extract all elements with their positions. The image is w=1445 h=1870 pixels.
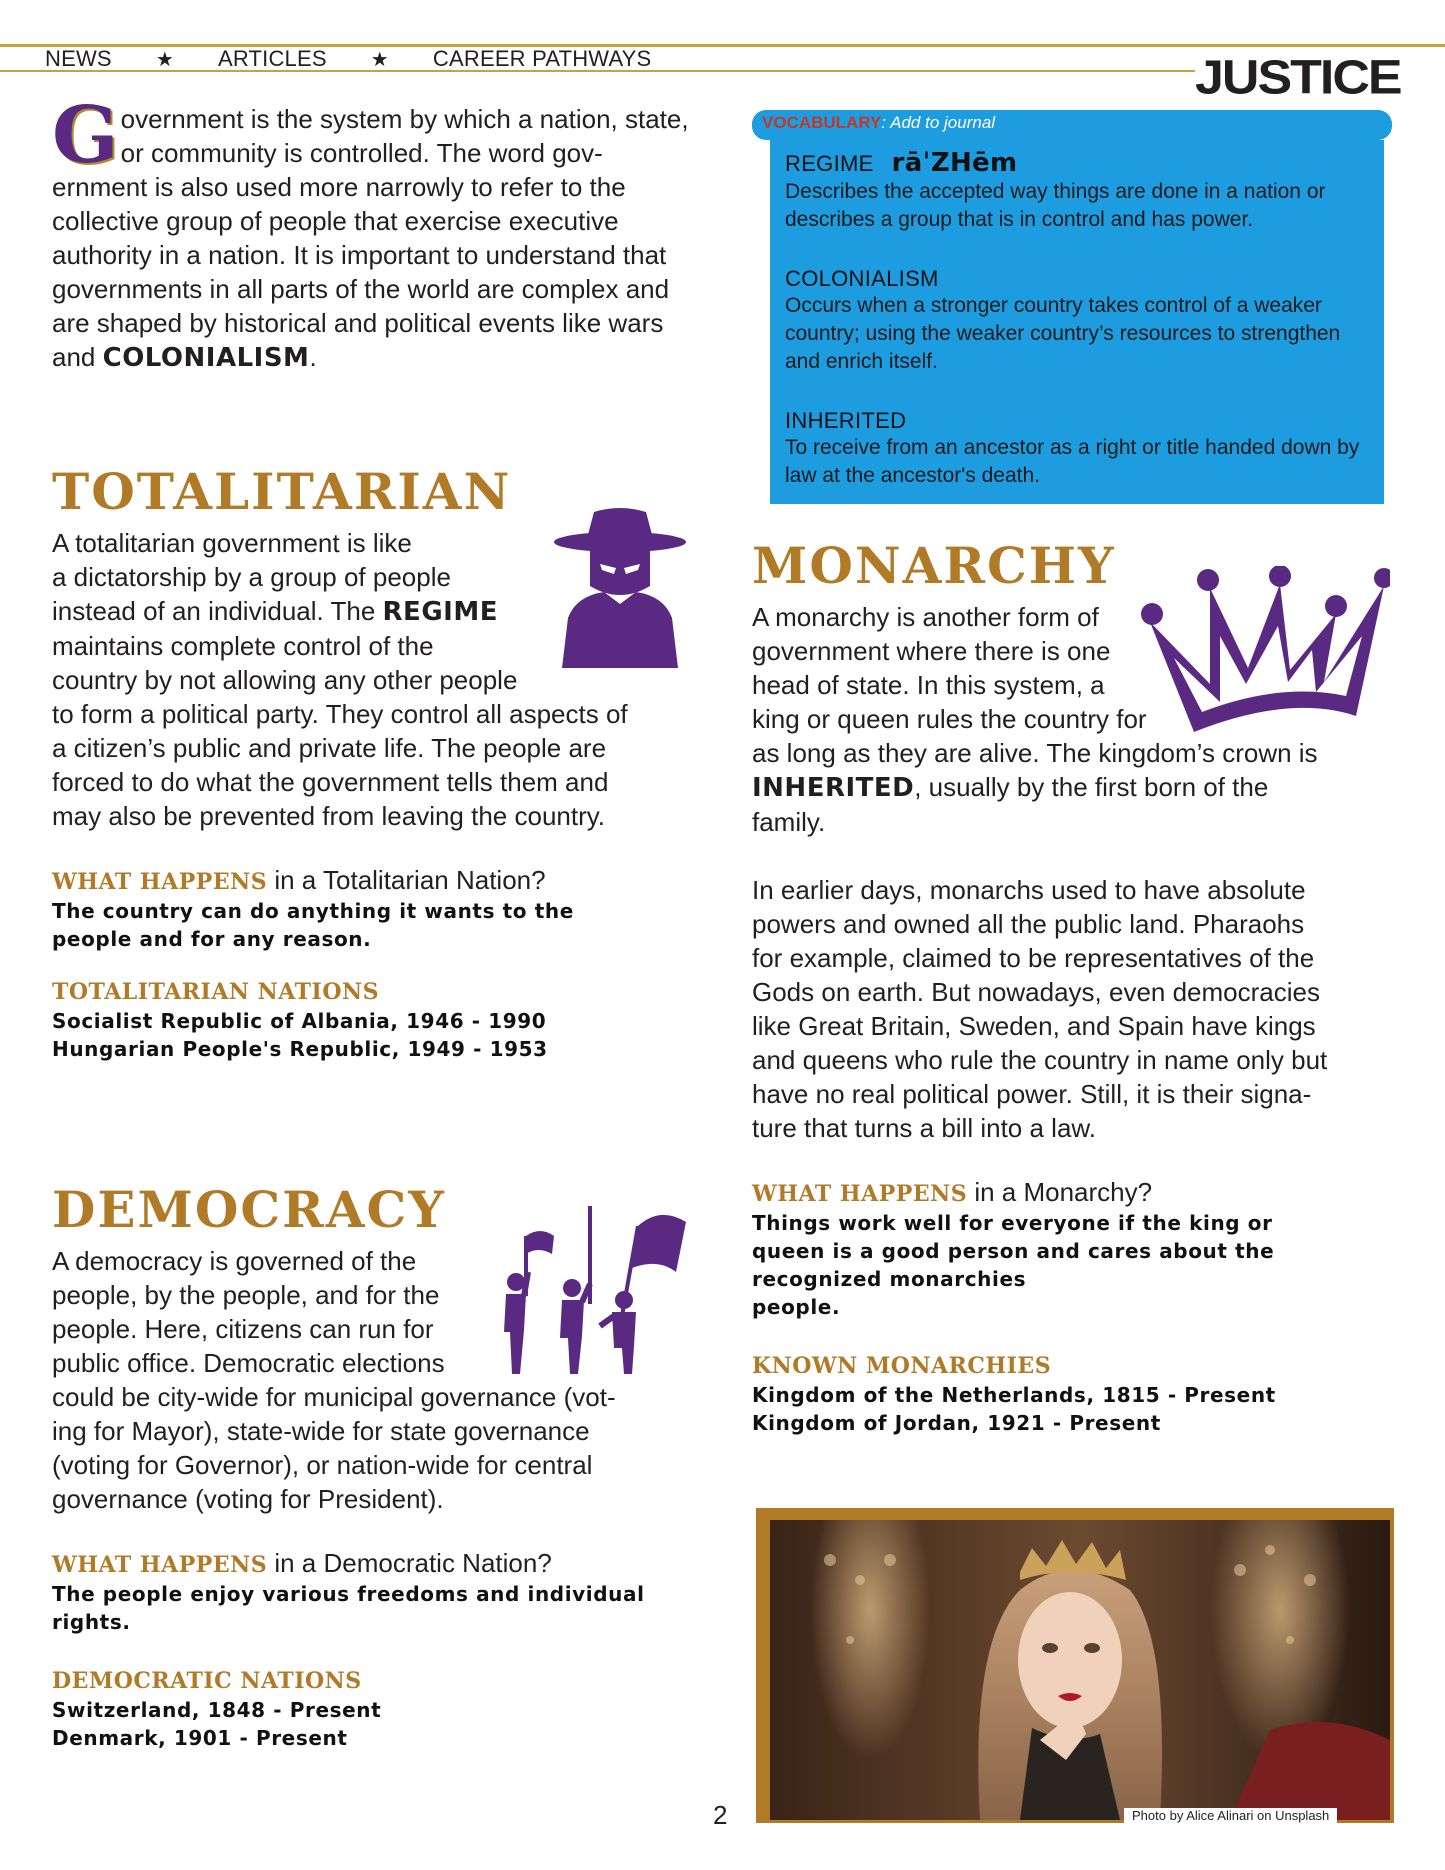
monarchy-history xyxy=(752,873,1392,1145)
nation-item: Hungarian People's Republic, 1949 - 1953 xyxy=(52,1037,548,1061)
text-line: may also be prevented from leaving the country. xyxy=(52,801,606,831)
page-number: 2 xyxy=(713,1800,728,1830)
answer-line: people. xyxy=(752,1295,841,1319)
what-happens-question: in a Totalitarian Nation? xyxy=(267,865,546,895)
text-line: public office. Democratic elections xyxy=(52,1348,445,1378)
what-happens-question: in a Monarchy? xyxy=(967,1177,1153,1207)
what-happens-label: WHAT HAPPENS xyxy=(52,1552,268,1578)
vocabulary-label xyxy=(762,113,995,133)
text-line: forced to do what the government tells them and xyxy=(52,767,609,797)
text-line: king or queen rules the country for xyxy=(752,704,1147,734)
text-line: have no real political power. Still, it is their signa- xyxy=(752,1079,1312,1109)
text-line: and queens who rule the country in name only but xyxy=(752,1045,1328,1075)
known-monarchies-heading: KNOWN MONARCHIES xyxy=(752,1353,1052,1379)
text-line: maintains complete control of the xyxy=(52,631,434,661)
vocab-definition: Describes the accepted way things are done in a nation or describes a group that is in control and has power. xyxy=(785,180,1326,231)
answer-line: recognized monarchies xyxy=(752,1267,1027,1291)
answer-line: queen is a good person and cares about the xyxy=(752,1239,1275,1263)
text-line: country by not allowing any other people xyxy=(52,665,518,695)
vocab-term: INHERITED xyxy=(785,408,907,433)
democracy-what-happens xyxy=(52,1548,732,1580)
vocabulary-title: VOCABULARY xyxy=(762,113,882,132)
text-line: people, by the people, and for the xyxy=(52,1280,440,1310)
totalitarian-what-happens xyxy=(52,865,712,897)
answer-line: Things work well for everyone if the king or xyxy=(752,1211,1273,1235)
monarchy-answer xyxy=(752,1209,1392,1321)
totalitarian-nations-heading: TOTALITARIAN NATIONS xyxy=(52,979,379,1005)
what-happens-label: WHAT HAPPENS xyxy=(752,1181,968,1207)
crown-icon xyxy=(1140,566,1390,736)
nation-item: Switzerland, 1848 - Present xyxy=(52,1698,382,1722)
text-line: to form a political party. They control all aspects of xyxy=(52,699,628,729)
term-regime: REGIME xyxy=(382,597,498,627)
magazine-title: JUSTICE xyxy=(1195,51,1401,105)
text-line: (voting for Governor), or nation-wide for central xyxy=(52,1450,593,1480)
vocabulary-subtitle: : Add to journal xyxy=(881,113,996,132)
star-icon: ★ xyxy=(155,48,174,71)
text-line: powers and owned all the public land. Pharaohs xyxy=(752,909,1305,939)
text-line: a dictatorship by a group of people xyxy=(52,562,451,592)
text-fragment: instead of an individual. The xyxy=(52,596,383,626)
totalitarian-answer: The country can do anything it wants to the people and for any reason. xyxy=(52,899,574,951)
text-line: government where there is one xyxy=(752,636,1111,666)
term-inherited: INHERITED xyxy=(752,773,915,803)
text-line: A monarchy is another form of xyxy=(752,602,1099,632)
queen-photo xyxy=(770,1520,1390,1820)
text-line: ing for Mayor), state-wide for state governance xyxy=(52,1416,590,1446)
democracy-title: DEMOCRACY xyxy=(52,1180,447,1239)
text-line: a citizen’s public and private life. The people are xyxy=(52,733,607,763)
text-line: governance (voting for President). xyxy=(52,1484,444,1514)
monarchy-what-happens xyxy=(752,1177,1392,1209)
vocab-entry-colonialism xyxy=(785,266,1375,376)
pronunciation: rāˈZHēm xyxy=(891,148,1018,178)
top-nav xyxy=(45,48,651,70)
term-colonialism: COLONIALISM xyxy=(102,343,310,373)
vocab-term-word: REGIME xyxy=(785,151,874,176)
text-line: A democracy is governed of the xyxy=(52,1246,417,1276)
text-fragment: , usually by the first born of the xyxy=(914,772,1269,802)
text-line: head of state. In this system, a xyxy=(752,670,1105,700)
text-line: people. Here, citizens can run for xyxy=(52,1314,434,1344)
spy-icon xyxy=(552,508,688,668)
vocab-entry-inherited xyxy=(785,408,1375,490)
text-line: ture that turns a bill into a law. xyxy=(752,1113,1096,1143)
intro-text: overnment is the system by which a nation, state, or community is controlled. The word gov-ernment is also used more narrowly to refer to the collective group of people that exercise executive authority in a nation. It is important to understand that governments in all parts of the world are complex and are shaped by historical and political events like wars and xyxy=(52,104,689,372)
nav-news[interactable]: NEWS xyxy=(45,46,112,71)
nation-item: Kingdom of Jordan, 1921 - Present xyxy=(752,1411,1161,1435)
vocab-definition: Occurs when a stronger country takes control of a weaker country; using the weaker country’s resources to strengthen and enrich itself. xyxy=(785,294,1341,373)
nav-career-pathways[interactable]: CAREER PATHWAYS xyxy=(432,46,652,71)
text-line: like Great Britain, Sweden, and Spain have kings xyxy=(752,1011,1316,1041)
nation-item: Kingdom of the Netherlands, 1815 - Present xyxy=(752,1383,1276,1407)
what-happens-question: in a Democratic Nation? xyxy=(267,1548,552,1578)
democracy-answer: The people enjoy various freedoms and individual rights. xyxy=(52,1582,645,1634)
nation-item: Denmark, 1901 - Present xyxy=(52,1726,348,1750)
text-line: could be city-wide for municipal governance (vot- xyxy=(52,1382,616,1412)
what-happens-label: WHAT HAPPENS xyxy=(52,869,268,895)
text-line: family. xyxy=(752,807,826,837)
photo-credit: Photo by Alice Alinari on Unsplash xyxy=(1124,1808,1337,1823)
top-gold-rule xyxy=(0,44,1445,47)
text-line: A totalitarian government is like xyxy=(52,528,412,558)
vocab-definition: To receive from an ancestor as a right or title handed down by law at the ancestor's death. xyxy=(785,436,1360,487)
text-line: Gods on earth. But nowadays, even democracies xyxy=(752,977,1320,1007)
vocab-term: COLONIALISM xyxy=(785,266,939,291)
intro-end: . xyxy=(309,342,317,372)
totalitarian-title: TOTALITARIAN xyxy=(52,462,512,521)
text-line xyxy=(752,770,1392,805)
nation-item: Socialist Republic of Albania, 1946 - 1990 xyxy=(52,1009,547,1033)
vocab-entry-regime xyxy=(785,148,1375,234)
nav-articles[interactable]: ARTICLES xyxy=(217,46,327,71)
vocab-term xyxy=(785,148,1375,178)
monarchy-title: MONARCHY xyxy=(752,536,1116,595)
text-line: for example, claimed to be representatives of the xyxy=(752,943,1315,973)
protesters-with-flags-icon xyxy=(490,1196,690,1376)
drop-cap: G xyxy=(52,90,119,181)
democratic-nations-heading: DEMOCRATIC NATIONS xyxy=(52,1668,362,1694)
left-column xyxy=(52,90,692,375)
text-line: In earlier days, monarchs used to have absolute xyxy=(752,875,1306,905)
star-icon: ★ xyxy=(370,48,389,71)
text-line: as long as they are alive. The kingdom’s crown is xyxy=(752,738,1318,768)
intro-paragraph xyxy=(52,90,692,375)
